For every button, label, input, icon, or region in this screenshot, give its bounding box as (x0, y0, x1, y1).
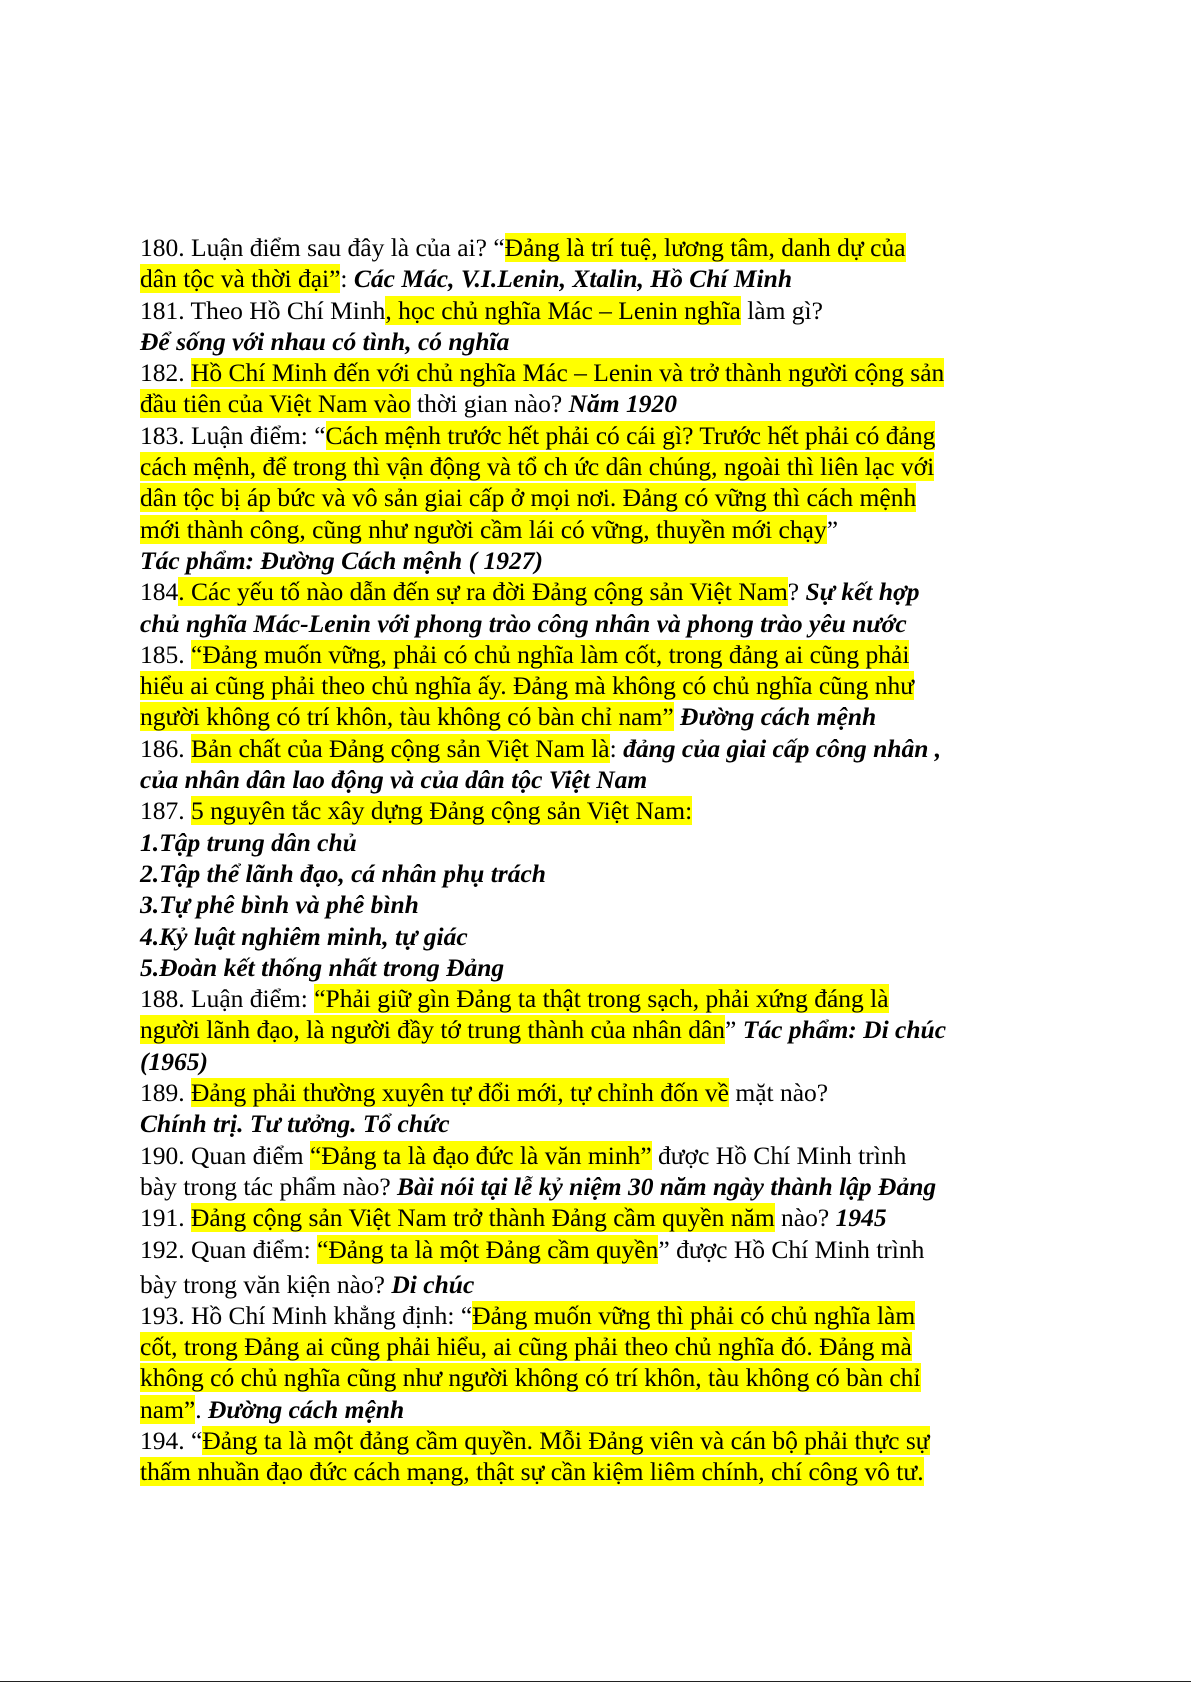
answer-text: Chính trị. Tư tưởng. Tổ chức (140, 1109, 450, 1139)
text-line (140, 1014, 1020, 1045)
question-text: ” được Hồ Chí Minh trình (658, 1234, 925, 1264)
text-line (140, 451, 1020, 482)
text-line (140, 1140, 1020, 1171)
answer-text: 5.Đoàn kết thống nhất trong Đảng (140, 952, 505, 982)
text-line (140, 733, 1020, 764)
answer-text: (1965) (140, 1046, 208, 1076)
question-text: 181. Theo Hồ Chí Minh (140, 295, 386, 325)
highlighted-text: “Đảng ta là một Đảng cầm quyền (317, 1234, 659, 1264)
highlighted-text: nam” (140, 1394, 196, 1424)
highlighted-text: “Đảng ta là đạo đức là văn minh” (309, 1140, 652, 1170)
highlighted-text: Đảng muốn vững thì phải có chủ nghĩa làm (472, 1300, 916, 1330)
text-line (140, 514, 1020, 545)
text-line (140, 1456, 1020, 1487)
question-text: . (195, 1394, 208, 1424)
answer-text: Tác phẩm: Di chúc (742, 1015, 947, 1045)
answer-text: chủ nghĩa Mác-Lenin với phong trào công nhân và phong trào yêu nước (140, 608, 907, 638)
text-line (140, 921, 1020, 952)
highlighted-text: Cách mệnh trước hết phải có cái gì? Trước hết phải có đảng (325, 420, 936, 450)
highlighted-text: , học chủ nghĩa Mác – Lenin nghĩa (385, 295, 741, 325)
text-line (140, 1046, 1020, 1077)
text-line (140, 983, 1020, 1014)
answer-text: Đường cách mệnh (680, 702, 877, 732)
text-line (140, 1394, 1020, 1425)
highlighted-text: Bản chất của Đảng cộng sản Việt Nam là (191, 733, 610, 763)
question-text: 193. Hồ Chí Minh khẳng định: “ (140, 1300, 473, 1330)
answer-text: Sự kết hợp (805, 577, 920, 607)
text-line (140, 858, 1020, 889)
text-line (140, 608, 1020, 639)
text-line (140, 670, 1020, 701)
question-text: được Hồ Chí Minh trình (651, 1140, 907, 1170)
text-line (140, 639, 1020, 670)
highlighted-text: Đảng cộng sản Việt Nam trở thành Đảng cầm quyền năm (191, 1203, 775, 1233)
question-text: làm gì? (740, 295, 823, 325)
highlighted-text: dân tộc và thời đại” (140, 264, 341, 294)
question-text: 183. Luận điểm: “ (140, 420, 326, 450)
text-line (140, 357, 1020, 388)
highlighted-text: không có chủ nghĩa cũng như người không có trí khôn, tàu không có bàn chỉ (140, 1363, 921, 1393)
text-line (140, 1171, 1020, 1202)
question-text: ? (787, 577, 806, 607)
answer-text: đảng của giai cấp công nhân , (623, 733, 942, 763)
text-line (140, 764, 1020, 795)
answer-text: 3.Tự phê bình và phê bình (140, 890, 419, 920)
answer-text: Tác phẩm: Đường Cách mệnh ( 1927) (140, 545, 543, 575)
highlighted-text: “Đảng muốn vững, phải có chủ nghĩa làm cốt, trong đảng ai cũng phải (191, 639, 910, 669)
text-line (140, 263, 1020, 294)
highlighted-text: Hồ Chí Minh đến với chủ nghĩa Mác – Lenin và trở thành người cộng sản (191, 358, 945, 388)
text-line (140, 420, 1020, 451)
text-line (140, 232, 1020, 263)
highlighted-text: dân tộc bị áp bức và vô sản giai cấp ở mọi nơi. Đảng có vững thì cách mệnh (140, 483, 917, 513)
question-text: ” (725, 1015, 743, 1045)
answer-text: 1.Tập trung dân chủ (140, 827, 357, 857)
text-line (140, 1362, 1020, 1393)
text-line (140, 827, 1020, 858)
question-text: 191. (140, 1203, 191, 1233)
text-line (140, 388, 1020, 419)
text-line (140, 1077, 1020, 1108)
question-text: 185. (140, 639, 191, 669)
text-line (140, 295, 1020, 326)
text-line (140, 545, 1020, 576)
question-text: 184 (140, 577, 179, 607)
answer-text: của nhân dân lao động và của dân tộc Việt Nam (140, 765, 648, 795)
answer-text: Các Mác, V.I.Lenin, Xtalin, Hồ Chí Minh (353, 264, 792, 294)
highlighted-text: người lãnh đạo, là người đầy tớ trung thành của nhân dân (140, 1015, 726, 1045)
answer-text: 2.Tập thể lãnh đạo, cá nhân phụ trách (140, 858, 546, 888)
question-text: 192. Quan điểm: (140, 1234, 318, 1264)
highlighted-text: cách mệnh, để trong thì vận động và tổ ch ức dân chúng, ngoài thì liên lạc với (140, 452, 935, 482)
text-line (140, 1269, 1020, 1300)
question-text: 188. Luận điểm: (140, 984, 315, 1014)
question-text: nào? (774, 1203, 836, 1233)
highlighted-text: người không có trí khôn, tàu không có bàn chỉ nam” (140, 702, 674, 732)
highlighted-text: cốt, trong Đảng ai cũng phải hiểu, ai cũng phải theo chủ nghĩa đó. Đảng mà (140, 1332, 912, 1362)
answer-text: 1945 (835, 1203, 887, 1233)
highlighted-text: thấm nhuần đạo đức cách mạng, thật sự cần kiệm liêm chính, chí công vô tư. (140, 1457, 924, 1487)
text-line (140, 1331, 1020, 1362)
text-line (140, 1234, 1020, 1269)
question-text: 194. “ (140, 1425, 203, 1455)
question-text: 187. (140, 796, 191, 826)
page-bottom-rule (0, 1681, 1191, 1682)
question-text: bày trong văn kiện nào? (140, 1269, 392, 1299)
text-line (140, 326, 1020, 357)
answer-text: Di chúc (391, 1269, 475, 1299)
text-line (140, 482, 1020, 513)
answer-text: Năm 1920 (568, 389, 677, 419)
highlighted-text: 5 nguyên tắc xây dựng Đảng cộng sản Việt Nam: (191, 796, 693, 826)
question-text: bày trong tác phẩm nào? (140, 1171, 398, 1201)
highlighted-text: . Các yếu tố nào dẫn đến sự ra đời Đảng cộng sản Việt Nam (178, 577, 788, 607)
highlighted-text: “Phải giữ gìn Đảng ta thật trong sạch, phải xứng đáng là (314, 984, 889, 1014)
text-line (140, 1108, 1020, 1139)
answer-text: Để sống với nhau có tình, có nghĩa (140, 326, 510, 356)
answer-text: Đường cách mệnh (207, 1394, 405, 1424)
text-line (140, 1202, 1020, 1233)
text-line (140, 576, 1020, 607)
question-text: mặt nào? (729, 1078, 829, 1108)
highlighted-text: đầu tiên của Việt Nam vào (140, 389, 411, 419)
text-line (140, 1300, 1020, 1331)
text-line (140, 1425, 1020, 1456)
highlighted-text: mới thành công, cũng như người cầm lái có vững, thuyền mới chạy (140, 514, 827, 544)
highlighted-text: hiểu ai cũng phải theo chủ nghĩa ấy. Đảng mà không có chủ nghĩa cũng như (140, 671, 915, 701)
highlighted-text: Đảng là trí tuệ, lương tâm, danh dự của (504, 233, 906, 262)
highlighted-text: Đảng ta là một đảng cầm quyền. Mỗi Đảng viên và cán bộ phải thực sự (202, 1425, 930, 1455)
question-text: : (609, 733, 624, 763)
answer-text: Bài nói tại lễ kỷ niệm 30 năm ngày thành lập Đảng (397, 1171, 937, 1201)
answer-text: 4.Kỷ luật nghiêm minh, tự giác (140, 921, 468, 951)
text-line (140, 701, 1020, 732)
question-text: ” (826, 514, 839, 544)
highlighted-text: Đảng phải thường xuyên tự đổi mới, tự chỉnh đốn về (191, 1078, 729, 1108)
question-text: thời gian nào? (410, 389, 569, 419)
question-text: 182. (140, 358, 191, 388)
question-text: : (340, 264, 354, 294)
text-line (140, 889, 1020, 920)
question-text: 180. Luận điểm sau đây là của ai? “ (140, 233, 505, 262)
question-text: 190. Quan điểm (140, 1140, 310, 1170)
text-line (140, 795, 1020, 826)
text-line (140, 952, 1020, 983)
question-text: 186. (140, 733, 191, 763)
question-text: 189. (140, 1078, 191, 1108)
document-body (140, 232, 1020, 1488)
